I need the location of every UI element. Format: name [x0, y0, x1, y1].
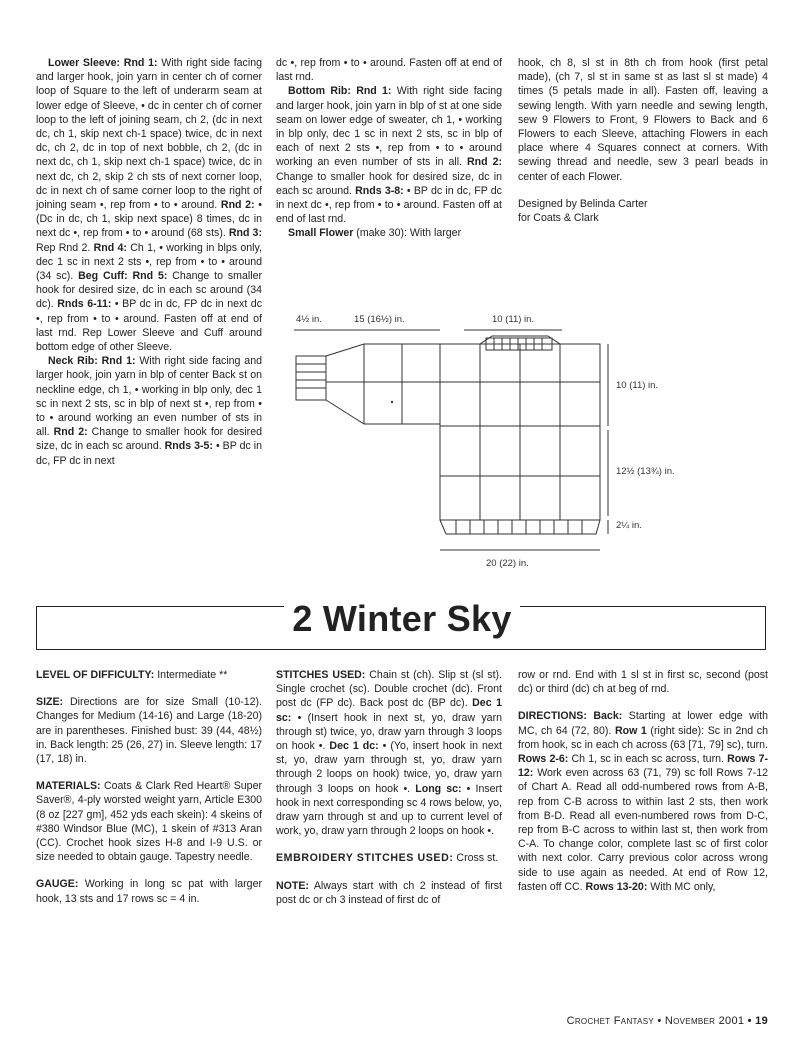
- page-footer: [567, 1015, 768, 1027]
- dim-width-label: 20 (22) in.: [486, 558, 529, 569]
- dim-upper-label: 10 (11) in.: [616, 380, 659, 391]
- longsc-text: • Insert hook in next corresponding sc 4 rows below, yo, draw yarn through st and up to current level of work, yo, draw yarn through 2 loops on hook •.: [276, 782, 502, 838]
- stitches-label: STITCHES USED:: [276, 669, 366, 681]
- sleeve-outline: [326, 344, 440, 424]
- directions-label: DIRECTIONS:: [518, 710, 587, 723]
- dim-rib-label: 2¼ in.: [616, 520, 642, 531]
- separator: •: [654, 1015, 665, 1027]
- neck-rib-heading: Neck Rib:: [48, 355, 98, 368]
- paragraph-text: Ch 1, • working in blps only, dec 1 sc in next 2 sts •, rep from • to • around (34 sc).: [36, 241, 262, 283]
- rnd-label: Rnd 4:: [93, 241, 127, 254]
- row-text: Ch 1, sc in each sc across, turn.: [568, 753, 728, 766]
- rnd-label: Rnd 3:: [228, 227, 262, 240]
- rnd-label: Rnd 2:: [220, 199, 255, 212]
- column-1-top: [36, 56, 262, 468]
- dec1sc-text: • (Insert hook in next st, yo, draw yarn through st) twice, yo, draw yarn through 3 loops on hook •.: [276, 711, 502, 753]
- paragraph-text: With right side facing and larger hook, join yarn in blp of center Back st on neckline edge, ch 1, • working in blp only, dec 1 sc in next 2 sts, sc in blp of next st •, rep from • to • around working an even number of sts in all.: [36, 355, 262, 439]
- sweater-schematic-diagram: [280, 306, 700, 576]
- paragraph-text: • (Dc in dc, ch 1, skip next space) 8 times, dc in next dc •, rep from • to • around (68 sts).: [36, 199, 262, 240]
- stitches-text: Chain st (ch). Slip st (sl st). Single crochet (sc). Double crochet (dc). Front post dc (FP dc). Back post dc (BP dc).: [276, 669, 502, 710]
- company-credit: for Coats & Clark: [518, 212, 599, 225]
- paragraph-text: With right side facing and larger hook, join yarn in center ch of corner loop of Square to the left of underarm seam at lower edge of Sleeve, • dc in center ch of corner loop to the left of joining seam, ch 2, (dc in next dc, ch 1, skip next ch-1 space) twice, dc in next dc, ch 2, dc in top of next bobble, ch 2, (dc in next dc, ch 1, skip next ch-1 space) twice, dc in next dc, ch 2, skip 2 ch sts of next corner loop, dc in next ch of same corner loop to the right of joining seam •, rep from • to • around.: [36, 57, 262, 212]
- issue-date: November 2001: [664, 1015, 745, 1027]
- embroidery-text: Cross st.: [453, 852, 499, 865]
- note-text: Always start with ch 2 instead of first post dc or ch 3 instead of first dc of: [276, 879, 502, 906]
- continued-paragraph: dc •, rep from • to • around. Fasten off at end of last rnd.: [276, 57, 502, 84]
- lower-sleeve-heading: Lower Sleeve:: [48, 57, 121, 69]
- row-label: Rows 2-6:: [518, 753, 569, 766]
- longsc-label: Long sc:: [415, 782, 462, 795]
- rnd-label: Rnd 1:: [101, 355, 136, 368]
- small-flower-heading: Small Flower: [288, 227, 354, 240]
- small-flower-paragraph: [276, 226, 502, 240]
- note-label: NOTE:: [276, 879, 309, 892]
- dim-cuff-label: 4½ in.: [296, 314, 322, 325]
- column-2-bottom: [276, 668, 502, 907]
- stitches-paragraph: [276, 668, 502, 838]
- designer-credit: Designed by Belinda Carter: [518, 197, 648, 210]
- materials-text: Coats & Clark Red Heart® Super Saver®, 4-ply worsted weight yarn, Article E300 (8 oz [227 gm], 452 yds each skein): 4 skeins of #380 Windsor Blue (MC), 1 skein of #313 Aran (CC). Crochet hook sizes H-8 and I-9 U.S. or size needed to obtain gauge. Tapestry needle.: [36, 780, 262, 864]
- bottom-rib-heading: Bottom Rib:: [288, 85, 351, 98]
- neck-rib-paragraph: [36, 354, 262, 468]
- gauge-text: Working in long sc pat with larger hook, 13 sts and 17 rows sc = 4 in.: [36, 878, 262, 905]
- paragraph-text: With right side facing and larger hook, join yarn in blp of st at one side seam on lower edge of sweater, ch 1, • working in blp only, dec 1 sc in next 2 sts, sc in blp of each of next 2 sts •, rep from • to • around working an even number of sts in all.: [276, 85, 502, 169]
- rnd-label: Rnds 3-5:: [164, 440, 213, 453]
- directions-paragraph: [518, 709, 768, 894]
- paragraph-text: Rep Rnd 2.: [36, 241, 94, 254]
- size-text: Directions are for size Small (10-12). Changes for Medium (14-16) and Large (18-20) are in parentheses. Finished bust: 39 (44, 48½) in. Back length: 25 (26, 27) in. Sleeve length: 17 (17, 18) in.: [36, 696, 262, 766]
- paragraph-text: • BP dc in dc, FP dc in next dc •, rep from • to • around. Fasten off at end of last rnd. Rep Lower Sleeve and Cuff around bottom edge of other Sleeve.: [36, 298, 262, 354]
- embroidery-paragraph: [276, 851, 502, 865]
- size-paragraph: [36, 695, 262, 766]
- rnd-label: Rnd 2:: [53, 426, 88, 439]
- paragraph-text: • BP dc in dc, FP dc in next dc •, rep from • to • around. Fasten off at end of last rnd.: [276, 184, 502, 226]
- neckline: [480, 336, 560, 344]
- column-3-top: [518, 56, 768, 225]
- embroidery-label: EMBROIDERY STITCHES USED:: [276, 852, 454, 865]
- rnd-label: Beg Cuff: Rnd 5:: [78, 270, 168, 283]
- back-label: Back:: [586, 710, 623, 723]
- level-label: LEVEL OF DIFFICULTY:: [36, 669, 155, 681]
- dim-body-label: 12½ (13¾) in.: [616, 466, 675, 477]
- bottom-rib: [440, 520, 600, 534]
- size-label: SIZE:: [36, 696, 64, 709]
- dec1sc-label: Dec 1 sc:: [276, 697, 502, 724]
- paragraph-text: Change to smaller hook for desired size, dc in each sc around (34 dc).: [36, 270, 262, 311]
- paragraph-text: (make 30): With larger: [353, 227, 462, 240]
- bottom-rib-paragraph: [276, 84, 502, 226]
- row-label: Rows 7-12:: [518, 753, 768, 780]
- paragraph-text: Change to smaller hook for desired size, dc in each sc around.: [36, 426, 262, 453]
- gauge-label: GAUGE:: [36, 878, 79, 891]
- flower-continued-paragraph: hook, ch 8, sl st in 8th ch from hook (first petal made), (ch 7, sl st in same st as last sl st made) 4 times (5 petals made in all). Fasten off, leaving a sewing length. With yarn needle and sewing length, sew 9 Flowers to Front, 9 Flowers to Back and 6 Flowers to each Sleeve, attaching Flowers in each place where 4 Squares connect at corners. With sewing thread and needle, sew 3 pearl beads in center of each Flower.: [518, 57, 768, 183]
- column-1-bottom: [36, 668, 262, 906]
- lower-sleeve-paragraph: [36, 56, 262, 354]
- paragraph-text: • BP dc in dc, FP dc in next: [36, 440, 262, 467]
- title-text: 2 Winter Sky: [284, 598, 519, 639]
- paragraph-text: Change to smaller hook for desired size, dc in each sc around.: [276, 170, 502, 197]
- rnd-label: Rnd 2:: [467, 156, 502, 169]
- rnd-label: Rnd 1:: [123, 57, 158, 69]
- row-text: With MC only,: [647, 880, 716, 893]
- materials-paragraph: [36, 779, 262, 864]
- materials-label: MATERIALS:: [36, 780, 101, 793]
- dim-neck-label: 10 (11) in.: [492, 314, 535, 325]
- level-value: Intermediate **: [154, 669, 228, 681]
- column-3-bottom: [518, 668, 768, 894]
- directions-text: Starting at lower edge with MC, ch 64 (72, 80).: [518, 710, 768, 737]
- row-label: Rows 13-20:: [585, 880, 648, 893]
- rnd-label: Rnds 3-8:: [355, 184, 404, 197]
- page-number: • 19: [744, 1015, 768, 1027]
- row-text: (right side): Sc in 2nd ch from hook, sc in each ch across (63 [71, 79] sc), turn.: [518, 724, 768, 751]
- magazine-name: Crochet Fantasy: [566, 1015, 655, 1027]
- row-end-paragraph: row or rnd. End with 1 sl st in first sc, second (post dc) or third (dc) ch at beg of rnd.: [518, 669, 768, 696]
- gauge-paragraph: [36, 877, 262, 905]
- rnd-label: Rnd 1:: [356, 85, 392, 98]
- level-paragraph: [36, 668, 262, 682]
- rnd-label: Rnds 6-11:: [57, 298, 112, 311]
- sleeve-cuff: [296, 356, 326, 400]
- note-paragraph: [276, 879, 502, 907]
- row-text: Work even across 63 (71, 79) sc foll Rows 7-12 of Chart A. Read all odd-numbered rows from A-B, rep from C-B across to within last 2 sts, then work from B-D. Read all even-numbered rows from D-C, rep from B-C across to within last st, then work from C-A. To change color, complete last sc of first color with next color. Carry previous color across wrong side to use again as needed. At end of Row 12, fasten off CC.: [518, 767, 768, 893]
- dim-sleeve-label: 15 (16½) in.: [354, 314, 405, 325]
- column-2-top: [276, 56, 502, 241]
- row-label: Row 1: [614, 724, 647, 737]
- dec1dc-label: Dec 1 dc:: [329, 740, 379, 753]
- dec1dc-text: • (Yo, insert hook in next st, yo, draw yarn through st, yo, draw yarn through 2 loops on hook) twice, yo, draw yarn through 3 loops on hook •.: [276, 740, 502, 795]
- page-title: [0, 598, 804, 640]
